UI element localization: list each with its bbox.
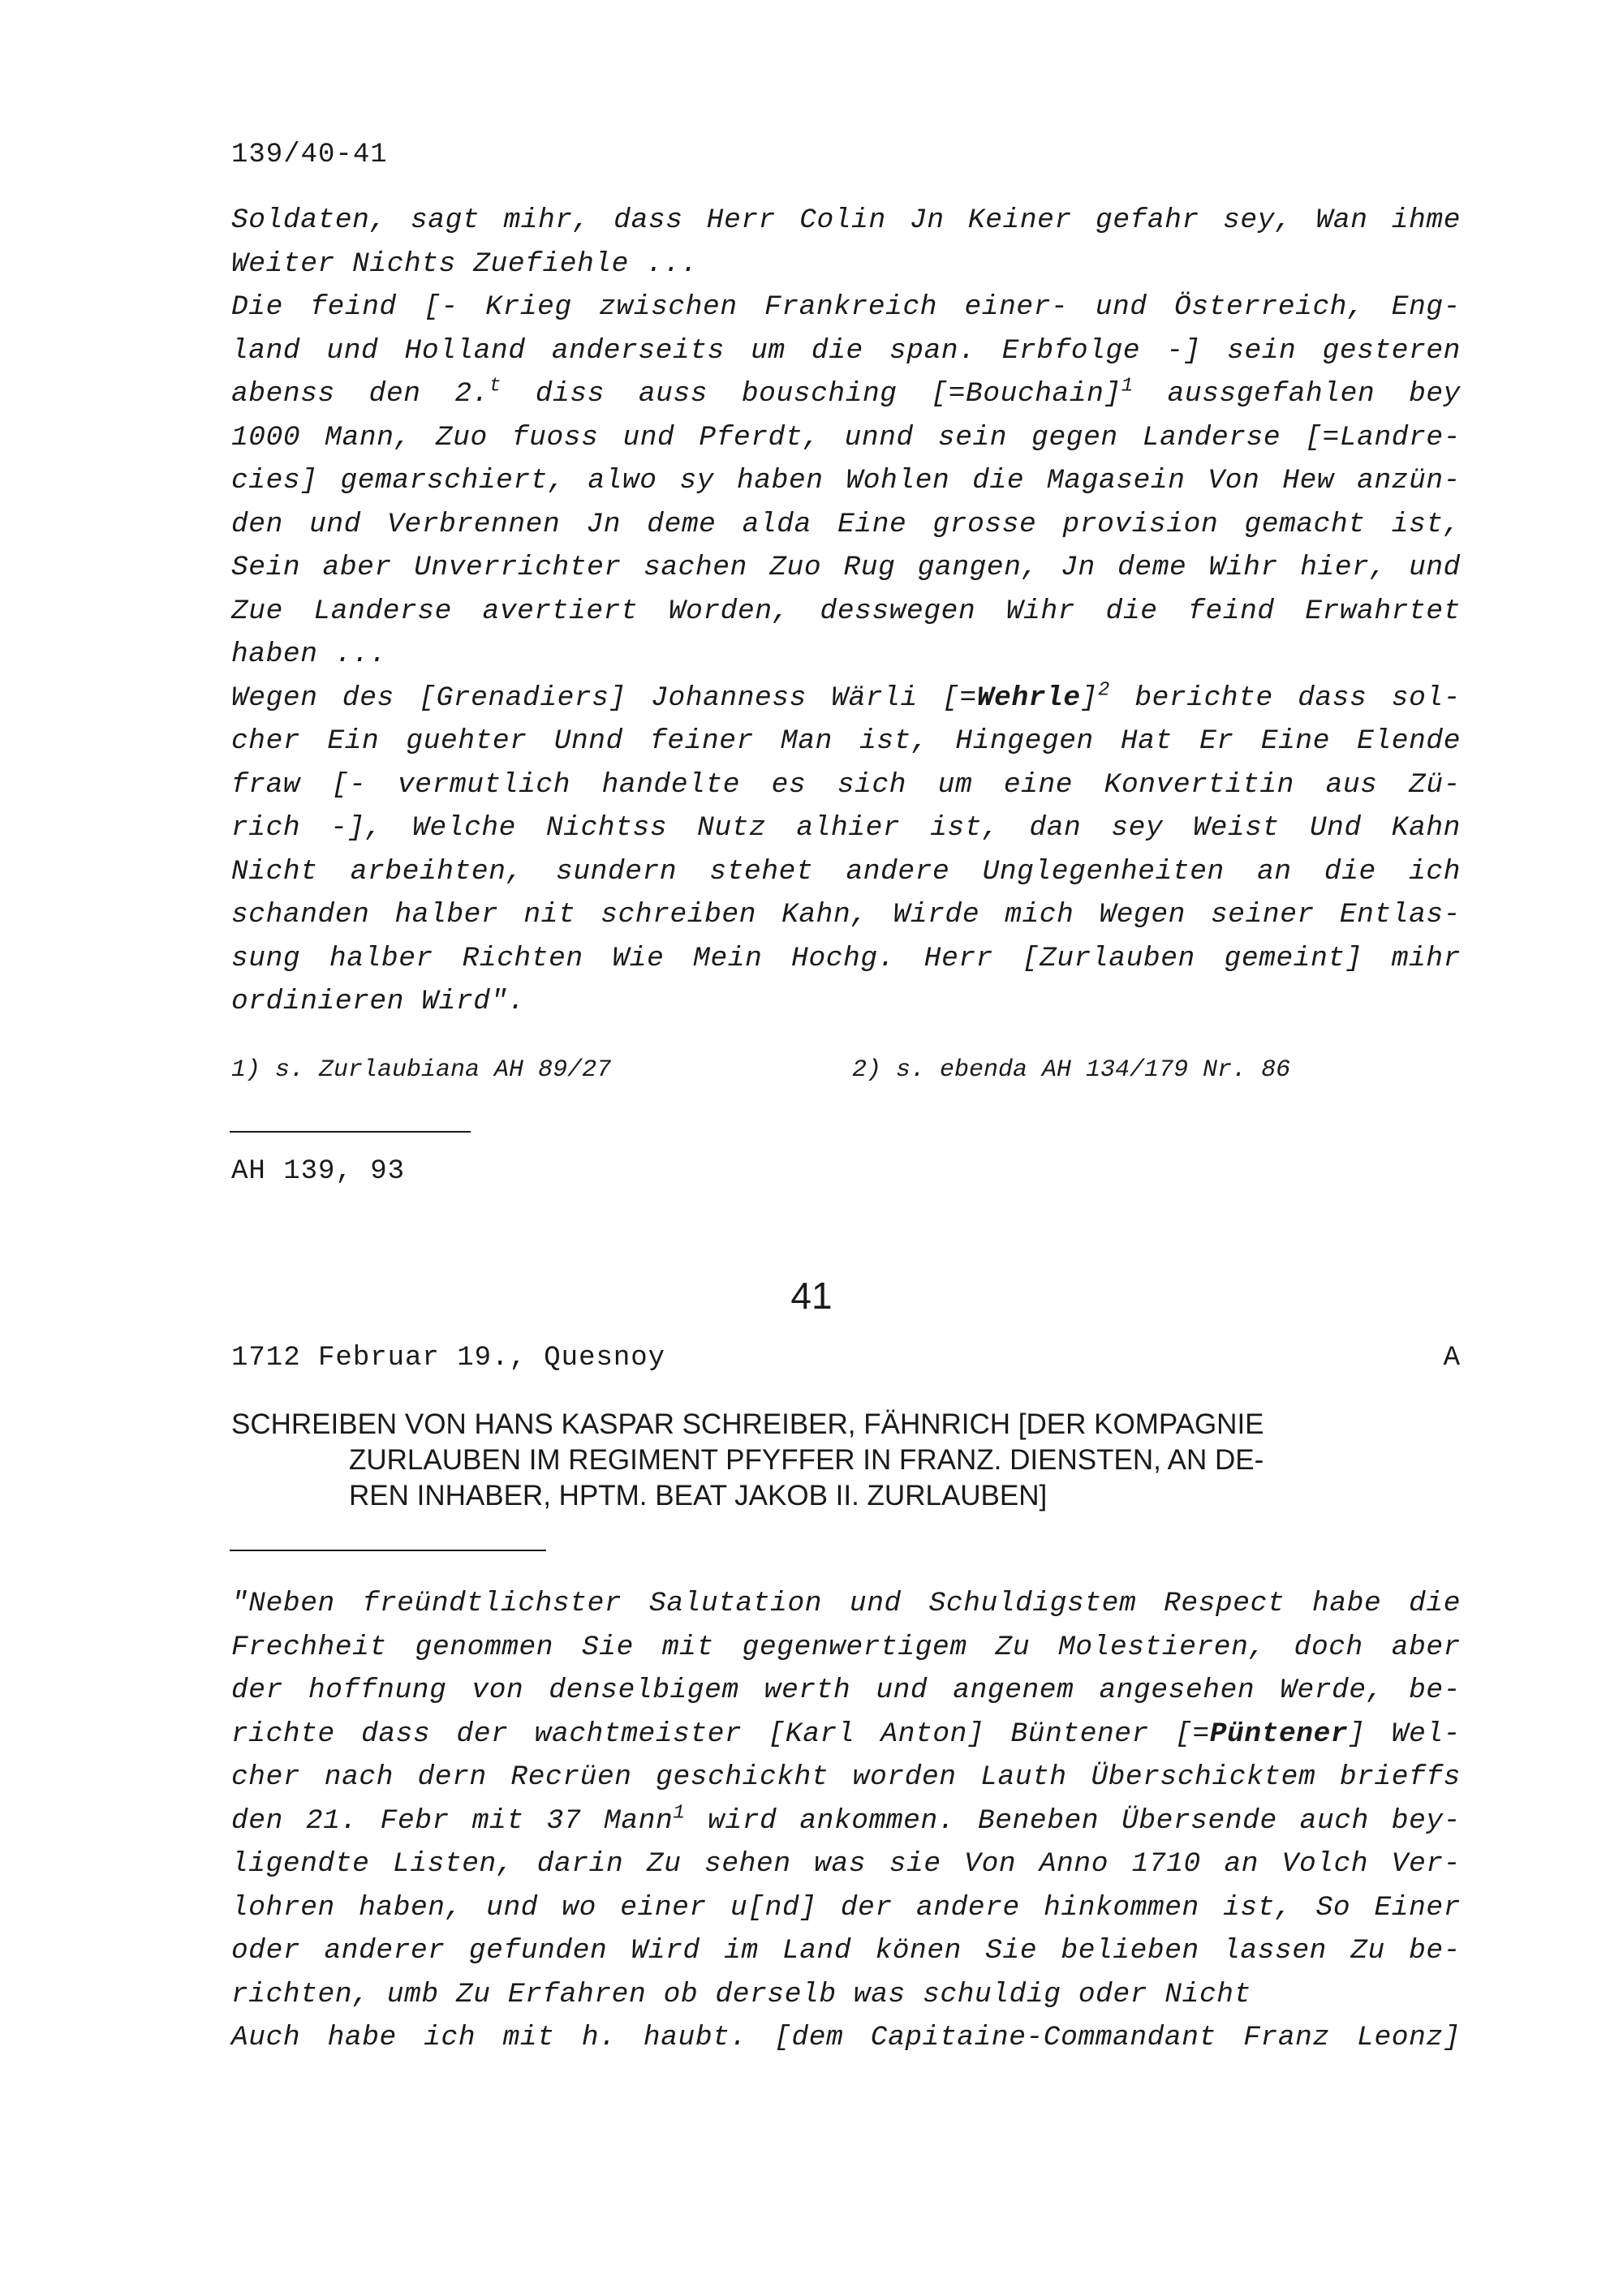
text-line: ordinieren Wird". bbox=[231, 986, 526, 1017]
text-fragment: ] Wel- bbox=[1348, 1718, 1461, 1750]
text-line: "Neben freündtlichster Salutation und Schuldigstem Respect habe die bbox=[231, 1588, 1461, 1619]
text-fragment: diss auss bousching [=Bouchain] bbox=[502, 378, 1121, 410]
text-line bbox=[231, 372, 1461, 416]
bold-name: Püntener bbox=[1209, 1718, 1349, 1750]
bold-name: Wehrle bbox=[976, 681, 1081, 714]
footnote-1: 1) s. Zurlaubiana AH 89/27 bbox=[231, 1056, 612, 1084]
text-line: Zue Landerse avertiert Worden, desswegen Wihr die feind Erwahrtet bbox=[231, 595, 1461, 627]
text-line bbox=[231, 677, 1461, 720]
text-line: Die feind [- Krieg zwischen Frankreich einer- und Österreich, Eng- bbox=[231, 291, 1461, 323]
separator-rule bbox=[230, 1550, 546, 1551]
text-line bbox=[231, 1799, 1461, 1843]
text-fragment: aussgefahlen bey bbox=[1133, 378, 1461, 410]
superscript: t bbox=[489, 375, 502, 398]
text-line: richten, umb Zu Erfahren ob derselb was schuldig oder Nicht bbox=[231, 1978, 1251, 2010]
text-fragment: wird ankommen. Beneben Übersende auch bey- bbox=[685, 1804, 1462, 1837]
text-line: der hoffnung von denselbigem werth und angenem angesehen Werde, be- bbox=[231, 1675, 1461, 1706]
footnote-marker: 1 bbox=[673, 1802, 686, 1824]
text-line: Sein aber Unverrichter sachen Zuo Rug gangen, Jn deme Wihr hier, und bbox=[231, 552, 1461, 583]
text-fragment: berichte dass sol- bbox=[1110, 681, 1461, 714]
text-line: Soldaten, sagt mihr, dass Herr Colin Jn Keiner gefahr sey, Wan ihme bbox=[231, 204, 1461, 236]
footnote-marker: 2 bbox=[1097, 679, 1110, 701]
text-line: cher nach dern Recrüen geschickht worden Lauth Überschicktem brieffs bbox=[231, 1761, 1461, 1793]
text-fragment: abenss den 2. bbox=[231, 378, 489, 410]
page-reference: 139/40-41 bbox=[231, 140, 388, 170]
text-line: Frechheit genommen Sie mit gegenwertigem Zu Molestieren, doch aber bbox=[231, 1631, 1461, 1663]
text-fragment: richte dass der wachtmeister [Karl Anton] Büntener [= bbox=[231, 1718, 1210, 1750]
heading-line: ZURLAUBEN IM REGIMENT PFYFFER IN FRANZ. DIENSTEN, AN DE- bbox=[349, 1444, 1264, 1476]
text-line bbox=[231, 1713, 1461, 1756]
text-fragment: Wegen des [Grenadiers] Johanness Wärli [= bbox=[231, 681, 977, 714]
document-number: 41 bbox=[790, 1275, 833, 1317]
text-line: land und Holland anderseits um die span. Erbfolge -] sein gesteren bbox=[231, 334, 1461, 367]
text-line: cher Ein guehter Unnd feiner Man ist, Hingegen Hat Er Eine Elende bbox=[231, 725, 1461, 757]
text-line: sung halber Richten Wie Mein Hochg. Herr [Zurlauben gemeint] mihr bbox=[231, 942, 1461, 974]
heading-line: SCHREIBEN VON HANS KASPAR SCHREIBER, FÄHNRICH [DER KOMPAGNIE bbox=[231, 1408, 1264, 1440]
text-line: ligendte Listen, darin Zu sehen was sie Von Anno 1710 an Volch Ver- bbox=[231, 1848, 1461, 1880]
text-line: oder anderer gefunden Wird im Land könen Sie belieben lassen Zu be- bbox=[231, 1935, 1461, 1967]
text-fragment: ] bbox=[1080, 681, 1098, 714]
text-line: 1000 Mann, Zuo fuoss und Pferdt, unnd sein gegen Landerse [=Landre- bbox=[231, 421, 1461, 454]
date-place: 1712 Februar 19., Quesnoy bbox=[231, 1343, 666, 1374]
document-body bbox=[231, 1582, 1461, 2060]
text-line: lohren haben, und wo einer u[nd] der andere hinkommen ist, So Einer bbox=[231, 1891, 1461, 1924]
footnote-2: 2) s. ebenda AH 134/179 Nr. 86 bbox=[852, 1056, 1291, 1084]
document-type-letter: A bbox=[1443, 1343, 1461, 1374]
text-line: rich -], Welche Nichtss Nutz alhier ist, dan sey Weist Und Kahn bbox=[231, 812, 1461, 844]
text-line: schanden halber nit schreiben Kahn, Wirde mich Wegen seiner Entlas- bbox=[231, 899, 1461, 931]
text-line: cies] gemarschiert, alwo sy haben Wohlen die Magasein Von Hew anzün- bbox=[231, 465, 1461, 497]
text-line: Auch habe ich mit h. haubt. [dem Capitaine-Commandant Franz Leonz] bbox=[231, 2022, 1461, 2053]
document-heading bbox=[231, 1407, 1461, 1514]
heading-line: REN INHABER, HPTM. BEAT JAKOB II. ZURLAUBEN] bbox=[349, 1480, 1048, 1511]
separator-rule bbox=[230, 1131, 471, 1133]
text-line: Nicht arbeihten, sundern stehet andere Unglegenheiten an die ich bbox=[231, 855, 1461, 888]
footnotes bbox=[231, 1056, 1461, 1084]
footnote-marker: 1 bbox=[1121, 375, 1134, 398]
text-line: fraw [- vermutlich handelte es sich um eine Konvertitin aus Zü- bbox=[231, 768, 1461, 801]
source-reference: AH 139, 93 bbox=[231, 1156, 406, 1187]
text-fragment: den 21. Febr mit 37 Mann bbox=[231, 1804, 674, 1837]
text-line: den und Verbrennen Jn deme alda Eine grosse provision gemacht ist, bbox=[231, 508, 1461, 540]
text-line: Weiter Nichts Zuefiehle ... bbox=[231, 247, 699, 280]
document-header bbox=[231, 1343, 1461, 1374]
previous-document-text bbox=[231, 199, 1461, 1024]
text-line: haben ... bbox=[231, 638, 387, 670]
